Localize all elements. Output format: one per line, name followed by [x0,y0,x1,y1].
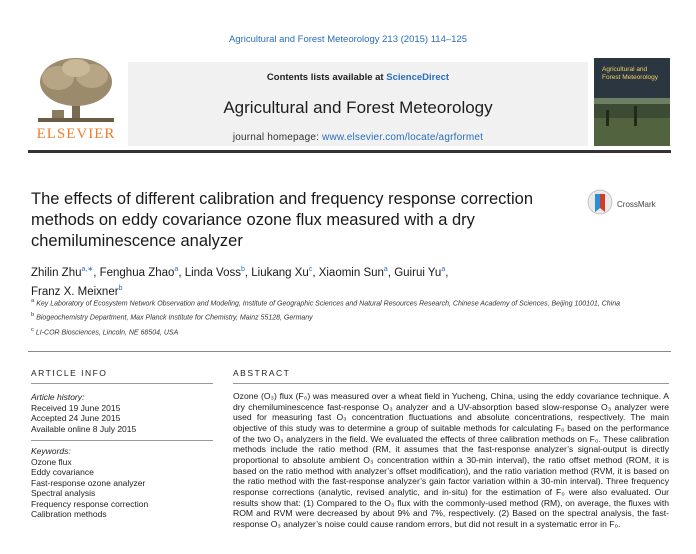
affiliation-text: Biogeochemistry Department, Max Planck Institute for Chemistry, Mainz 55128, Germany [36,314,313,322]
article-title: The effects of different calibration and frequency response correction methods on eddy covariance ozone flux measured with a dry chemiluminescence analyzer [31,190,534,250]
article-history [31,392,211,434]
homepage-link[interactable]: www.elsevier.com/locate/agrformet [322,132,484,143]
elsevier-tree-icon [28,56,124,126]
journal-homepage [128,132,588,143]
author[interactable]: Liukang Xu [251,266,309,279]
keyword: Ozone flux [31,456,72,467]
author[interactable]: Linda Voss [184,266,241,279]
keyword: Calibration methods [31,509,107,519]
keyword: Frequency response correction [31,498,149,509]
author[interactable]: Zhilin Zhu [31,266,82,279]
author-affiliation-marker[interactable]: b [240,266,245,273]
abstract-rule [233,383,669,384]
affiliation-text: LI-COR Biosciences, Lincoln, NE 68504, USA [35,328,179,336]
history-accepted: Accepted 24 June 2015 [31,413,121,423]
author-list: Zhilin Zhu$^{a,∗}$, Fenghua Zhao$^a$, Linda Voss$^b$, Liukang Xu$^c$, Xiaomin Sun$^a$, Guirui Yu$^a$, Franz X. Meixner$^b$ [31,266,449,298]
journal-title: Agricultural and Forest Meteorology [223,98,493,117]
article-info-heading: ARTICLE INFO [31,368,108,378]
author-affiliation-marker[interactable]: b [118,284,123,292]
elsevier-wordmark: ELSEVIER [36,126,116,142]
crossmark-label: CrossMark [617,200,656,209]
abstract-heading: ABSTRACT [233,368,291,378]
affiliation-text: Key Laboratory of Ecosystem Network Observation and Modeling, Institute of Geographic Sciences and Natural Resources Research, Chinese Academy of Sciences, Beijing 100101, China [36,300,620,308]
homepage-label: journal homepage: [232,132,323,143]
author[interactable]: Franz X. Meixner [31,285,119,298]
author-affiliation-marker[interactable]: a [441,266,446,273]
author-affiliation-marker[interactable]: a,∗ [81,266,94,273]
history-received: Received 19 June 2015 [31,402,121,413]
crossmark-icon [587,188,613,218]
history-label: Article history: [31,392,85,402]
keyword: Eddy covariance [31,467,94,477]
journal-citation[interactable]: Agricultural and Forest Meteorology 213 (2015) 114–125 [229,34,467,45]
crossmark-badge[interactable] [587,188,687,222]
author-affiliation-marker[interactable]: c [308,266,313,273]
author[interactable]: Xiaomin Sun [318,266,384,279]
keyword-list [31,446,211,520]
journal-info-box [128,62,588,146]
journal-header [28,56,671,148]
contents-line [128,72,588,83]
author[interactable]: Fenghua Zhao [99,266,175,279]
keyword: Fast-response ozone analyzer [31,477,146,488]
affiliation [31,325,671,338]
author[interactable]: Guirui Yu [394,266,442,279]
affiliation-marker: a [31,298,35,304]
affiliation-marker: c [31,326,34,333]
abstract-text: Ozone (O₃) flux (F₀) was measured over a wheat field in Yucheng, China, using the eddy covariance technique. A dry chemiluminescence fast-response O₃ analyzer and a UV-absorption based slow-response O₃ analyzer were used for measuring fast O₃ concentration fluctuations and absolute concentrations, respectively. The main objective of this study was to determine a group of suitable methods for calculating F₀ based on the performance of the two O₃ analyzers in the field. We evaluated the effects of three calibration methods on F₀. These calibration methods include the ratio method (RM, it assumes that the fast-response analyzer’s signal-output is directly proportional to absolute ambient O₃ concentration within a 30-min interval), the ratio offset method (ROM, it is based on the ratio method with analyzer’s offset modification), and the ratio variation method (RVM, it is based on the ratio method with the fast-response analyzer’s gain factor variation within a 30-min interval). Three frequency response corrections (analytic, revised analytic, and in-situ) for the estimation of F₀ were also evaluated. Our results show that: (1) Compared to the O₃ flux with the commonly-used method (RM), on average, the fluxes with ROM and RVM were decreased by about 9% and 7%, respectively. (2) Based on the spectral analysis, the fast-response O₃ analyzer’s noise could cause random errors, but did not result in a systematic error in F₀. [233,391,669,529]
keyword: Spectral analysis [31,488,96,498]
author-affiliation-marker[interactable]: a [174,266,179,273]
cover-landscape-icon [594,58,670,146]
sciencedirect-link[interactable]: ScienceDirect [386,72,450,83]
affiliation [31,310,671,323]
elsevier-logo [28,56,124,148]
cover-title: Agricultural and Forest Meteorology [602,66,658,81]
affiliation [31,296,671,309]
keywords-rule [31,440,213,441]
author-affiliation-marker[interactable]: a [383,266,388,273]
article-info-rule [31,383,213,384]
keywords-label: Keywords: [31,446,71,456]
section-divider [28,351,671,352]
header-divider [28,150,671,153]
history-online: Available online 8 July 2015 [31,423,137,434]
journal-cover-image[interactable] [594,58,670,146]
contents-prefix: Contents lists available at [266,72,387,83]
affiliation-list [31,296,671,339]
affiliation-marker: b [31,312,35,319]
